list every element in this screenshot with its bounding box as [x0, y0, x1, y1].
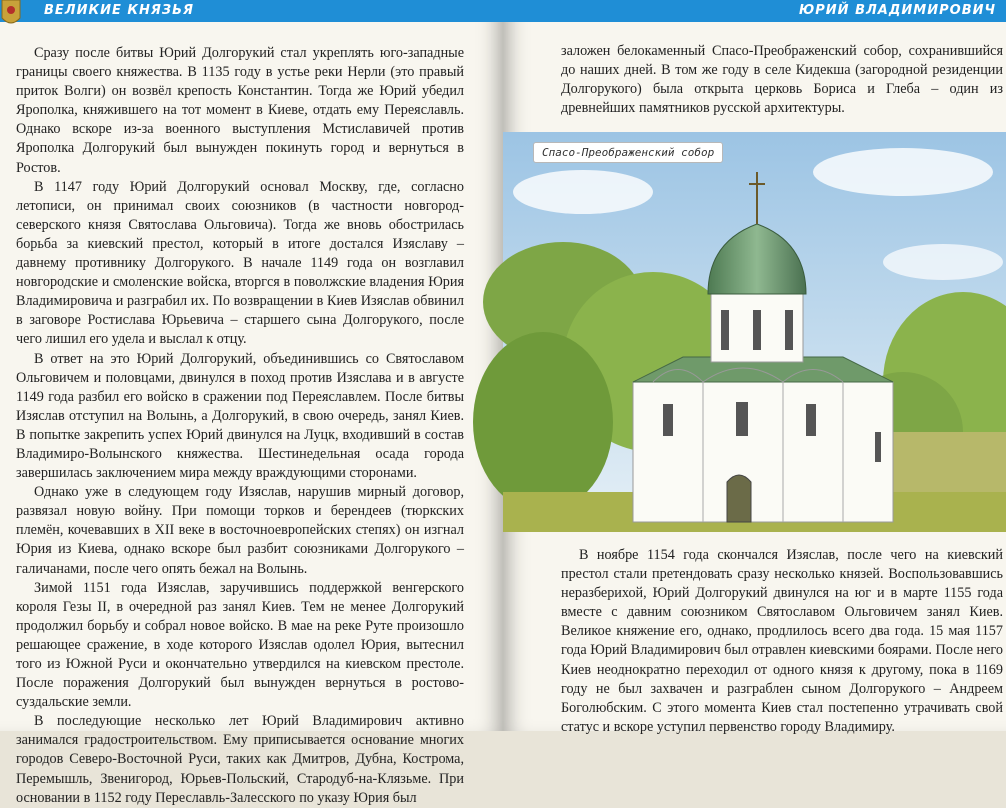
right-page: [503, 0, 1006, 735]
paragraph: В ответ на это Юрий Долгорукий, объединившись со Святославом Ольговичем и половцами, двинулся в поход против Изяслава и в августе 1149 года разбил его войско в сражении под Переяславлем. После битвы Изяслав отступил на Волынь, а Долгорукий, в свою очередь, занял Киев. В попытке закрепить успех Юрий двинулся на Луцк, входивший в состав Владимиро-Волынского княжества. Шестинедельная осада города завершилась заключением мира между враждующими сторонами.: [16, 350, 464, 482]
paragraph: Зимой 1151 года Изяслав, заручившись поддержкой венгерского короля Гезы II, в очередной раз занял Киев. Тем не менее Долгорукий продолжил борьбу и собрал новое войско. В мае на реке Руте произошло решающее сражение, в ходе которого Изяслав одолел Юрия, вытеснил того из Южной Руси и окончательно утвердился на киевском престоле. После поражения Долгорукий был вынужден вернуться в ростово-суздальские земли.: [16, 579, 464, 711]
paragraph: заложен белокаменный Спасо-Преображенский собор, сохранившийся до наших дней. В том же году в селе Кидекша (загородной резиденции Долгорукого) была открыта церковь Бориса и Глеба – один из древнейших памятников русской архитектуры.: [561, 43, 1003, 117]
paragraph: Однако уже в следующем году Изяслав, нарушив мирный договор, развязал новую войну. При помощи торков и берендеев (тюркских племён, кочевавших в XII веке в восточноевропейских степях) он изгнал Юрия из Киева, однако вскоре был разбит союзниками Долгорукого – галичанами, после чего опять бежал на Волынь.: [16, 484, 464, 577]
paragraph: Сразу после битвы Юрий Долгорукий стал укреплять юго-западные границы своего княжества. В 1135 году в устье реки Нерли (это правый приток Волги) он возвёл крепость Константин. Тогда же Юрий убедил Ярополка, княжившего на тот момент в Киеве, отдать ему Переяславль. Однако вскоре из-за военного выступления Мстиславичей против Ярополка Долгорукий был вынужден покинуть город и вернуться в Ростов.: [16, 45, 464, 176]
left-header-title: ВЕЛИКИЕ КНЯЗЬЯ: [44, 3, 195, 18]
right-top-text: [561, 42, 1003, 118]
illustration-caption: Спасо-Преображенский собор: [533, 142, 723, 163]
right-header-title: ЮРИЙ ВЛАДИМИРОВИЧ: [799, 3, 996, 18]
right-bottom-text: [561, 546, 1003, 737]
ornament-icon: [0, 0, 22, 28]
paragraph: В ноябре 1154 года скончался Изяслав, после чего на киевский престол стали претендовать сразу несколько князей. Воспользовавшись неразберихой, Юрий Долгорукий двинулся на юг и в марте 1155 года вместе с давним союзником Святославом Ольговичем занял Киев. Великое княжение его, однако, продлилось всего два года. 15 мая 1157 года Юрий Владимирович был отравлен киевскими боярами. После него Киев неоднократно переходил от одного князя к другому, пока в 1169 году не был захвачен и разграблен сыном Долгорукого – Андреем Боголюбским. С этого момента Киев стал постепенно утрачивать свой статус и вскоре уступил первенство городу Владимиру.: [561, 547, 1003, 735]
cathedral-illustration: [503, 132, 1006, 532]
paragraph: В 1147 году Юрий Долгорукий основал Москву, где, согласно летописи, он принимал своих союзников (в частности новгород-северского князя Святослава Ольговича). Тогда же вновь обострилась борьба за киевский престол, который в итоге достался Изяславу – давнему противнику Долгорукого. В начале 1149 года он возглавил новгородские и смоленские войска, вторгся в поволжские владения Юрия Владимировича и разграбил их. По возвращении в Киев Изяслав обвинил в заговоре Ростислава Юрьевича – старшего сына Долгорукого, после чего лишил его удела и выслал к отцу.: [16, 178, 464, 348]
left-body-text: [16, 44, 464, 808]
left-page: [0, 0, 503, 806]
paragraph: В последующие несколько лет Юрий Владимирович активно занимался градостроительством. Ему приписывается основание многих городов Северо-Восточной Руси, таких как Дмитров, Дубна, Кострома, Перемышль, Звенигород, Юрьев-Польский, Стародуб-на-Клязьме. При основании в 1152 году Переславль-Залесского по указу Юрия был: [16, 713, 464, 806]
